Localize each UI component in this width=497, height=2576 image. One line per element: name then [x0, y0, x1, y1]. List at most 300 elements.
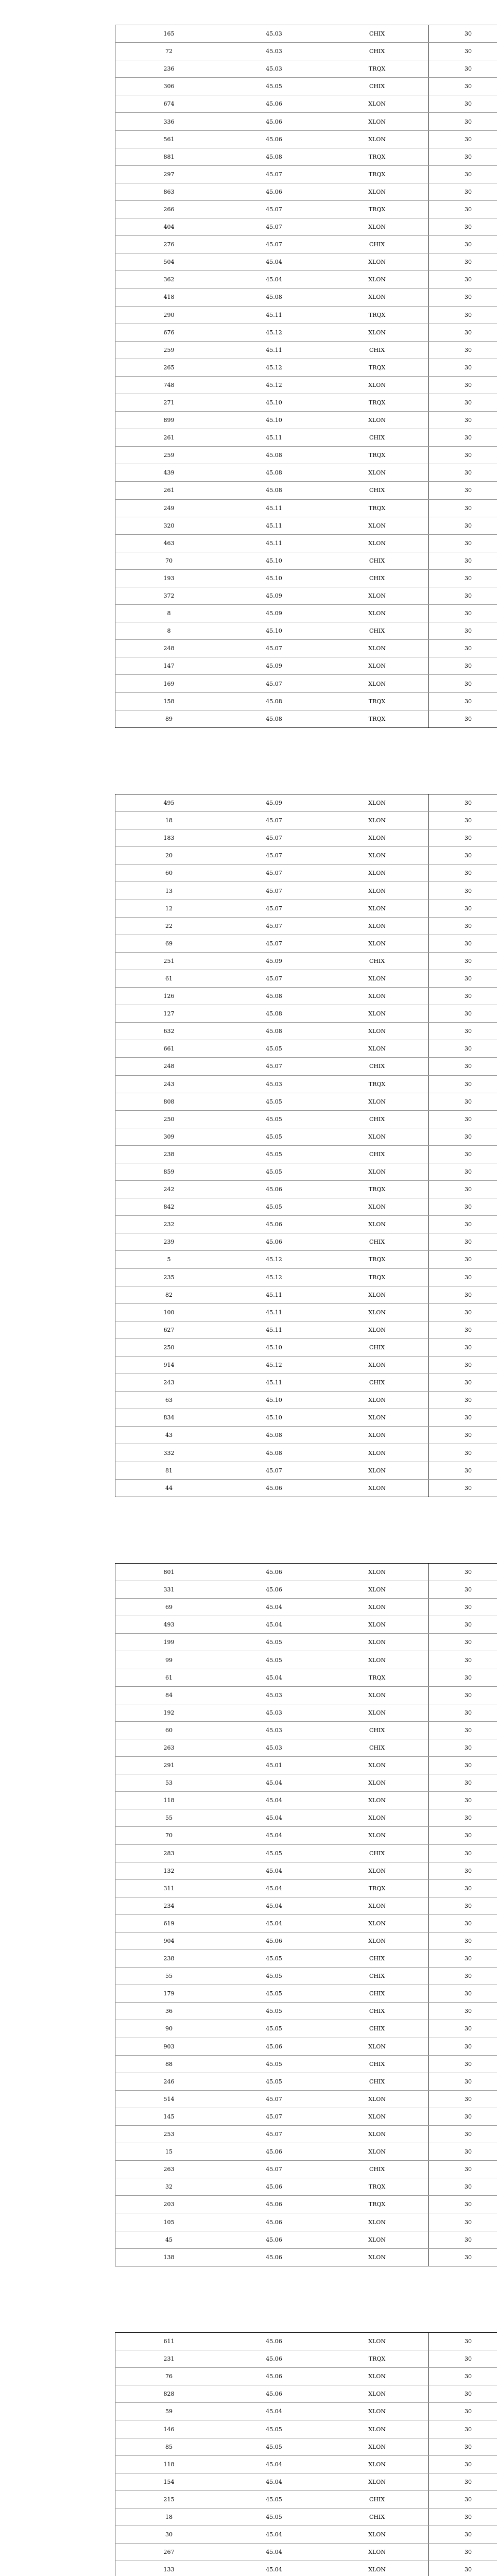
price-cell: 45.11 [222, 534, 325, 552]
extra-cell: 30 [429, 1251, 497, 1268]
extra-cell: 30 [429, 1739, 497, 1756]
extra-cell: 30 [429, 1268, 497, 1286]
extra-cell: 30 [429, 1392, 497, 1409]
table-row [115, 569, 497, 587]
quantity-cell: 199 [115, 1634, 223, 1651]
table-row [115, 1932, 497, 1950]
venue-cell: XLON [325, 605, 429, 622]
extra-cell: 30 [429, 1093, 497, 1110]
quantity-cell: 306 [115, 78, 223, 95]
price-cell: 45.09 [222, 657, 325, 675]
table-row [115, 1669, 497, 1686]
table-row [115, 865, 497, 882]
quantity-cell: 60 [115, 1721, 223, 1739]
price-cell: 45.07 [222, 970, 325, 987]
table-row [115, 499, 497, 517]
quantity-cell: 89 [115, 710, 223, 727]
price-cell: 45.05 [222, 1110, 325, 1128]
quantity-cell: 81 [115, 1462, 223, 1479]
table-row [115, 183, 497, 200]
venue-cell: XLON [325, 2248, 429, 2266]
venue-cell: TRQX [325, 148, 429, 165]
extra-cell: 30 [429, 657, 497, 675]
extra-cell: 30 [429, 1757, 497, 1774]
quantity-cell: 253 [115, 2126, 223, 2143]
quantity-cell: 239 [115, 1233, 223, 1251]
table-row [115, 1721, 497, 1739]
price-cell: 45.05 [222, 2438, 325, 2455]
venue-cell: CHIX [325, 25, 429, 43]
venue-cell: XLON [325, 1040, 429, 1058]
extra-cell: 30 [429, 1721, 497, 1739]
quantity-cell: 20 [115, 847, 223, 865]
venue-cell: XLON [325, 2108, 429, 2125]
quantity-cell: 899 [115, 412, 223, 429]
quantity-cell: 243 [115, 1374, 223, 1392]
table-row [115, 218, 497, 236]
quantity-cell: 69 [115, 935, 223, 952]
venue-cell: XLON [325, 1357, 429, 1374]
extra-cell: 30 [429, 1932, 497, 1950]
price-cell: 45.05 [222, 1985, 325, 2003]
price-cell: 45.05 [222, 2420, 325, 2438]
extra-cell: 30 [429, 569, 497, 587]
price-cell: 45.07 [222, 2126, 325, 2143]
quantity-cell: 297 [115, 165, 223, 183]
price-cell: 45.11 [222, 1303, 325, 1321]
extra-cell: 30 [429, 2178, 497, 2196]
venue-cell: CHIX [325, 429, 429, 447]
venue-cell: XLON [325, 1303, 429, 1321]
quantity-cell: 232 [115, 1216, 223, 1233]
table-block-4 [115, 2332, 497, 2576]
venue-cell: XLON [325, 517, 429, 534]
table-row [115, 1564, 497, 1581]
venue-cell: TRQX [325, 1251, 429, 1268]
extra-cell: 30 [429, 271, 497, 289]
venue-cell: CHIX [325, 569, 429, 587]
extra-cell: 30 [429, 165, 497, 183]
table-row [115, 2473, 497, 2490]
venue-cell: XLON [325, 1862, 429, 1879]
quantity-cell: 311 [115, 1879, 223, 1897]
quantity-cell: 309 [115, 1128, 223, 1145]
extra-cell: 30 [429, 1616, 497, 1634]
table-row [115, 829, 497, 847]
table-row [115, 1599, 497, 1616]
table-row [115, 1774, 497, 1792]
quantity-cell: 85 [115, 2438, 223, 2455]
price-cell: 45.12 [222, 376, 325, 394]
quantity-cell: 248 [115, 1058, 223, 1075]
table-row [115, 970, 497, 987]
extra-cell: 30 [429, 1058, 497, 1075]
quantity-cell: 55 [115, 1968, 223, 1985]
price-cell: 45.06 [222, 1932, 325, 1950]
price-cell: 45.04 [222, 253, 325, 271]
table-row [115, 1479, 497, 1497]
extra-cell: 30 [429, 2038, 497, 2055]
quantity-cell: 18 [115, 812, 223, 829]
quantity-cell: 290 [115, 306, 223, 324]
venue-cell: XLON [325, 2126, 429, 2143]
price-cell: 45.06 [222, 2196, 325, 2213]
price-cell: 45.06 [222, 1581, 325, 1599]
price-cell: 45.12 [222, 1268, 325, 1286]
extra-cell: 30 [429, 1181, 497, 1198]
extra-cell: 30 [429, 2544, 497, 2561]
quantity-cell: 36 [115, 2003, 223, 2020]
price-cell: 45.09 [222, 605, 325, 622]
quantity-cell: 15 [115, 2143, 223, 2161]
venue-cell: XLON [325, 1128, 429, 1145]
price-cell: 45.07 [222, 900, 325, 917]
venue-cell: XLON [325, 1651, 429, 1669]
price-cell: 45.06 [222, 183, 325, 200]
quantity-cell: 674 [115, 95, 223, 113]
price-cell: 45.07 [222, 829, 325, 847]
quantity-cell: 627 [115, 1321, 223, 1338]
price-cell: 45.06 [222, 2231, 325, 2248]
quantity-cell: 248 [115, 640, 223, 657]
price-cell: 45.03 [222, 1686, 325, 1704]
venue-cell: TRQX [325, 60, 429, 78]
price-cell: 45.04 [222, 1827, 325, 1844]
quantity-cell: 661 [115, 1040, 223, 1058]
venue-cell: XLON [325, 1093, 429, 1110]
venue-cell: XLON [325, 882, 429, 900]
price-cell: 45.07 [222, 200, 325, 218]
quantity-cell: 251 [115, 952, 223, 970]
venue-cell: CHIX [325, 236, 429, 253]
quantity-cell: 842 [115, 1198, 223, 1216]
price-cell: 45.06 [222, 2368, 325, 2385]
table-row [115, 882, 497, 900]
price-cell: 45.12 [222, 1251, 325, 1268]
price-cell: 45.09 [222, 952, 325, 970]
quantity-cell: 259 [115, 341, 223, 359]
extra-cell: 30 [429, 1950, 497, 1968]
venue-cell: TRQX [325, 1075, 429, 1093]
table-row [115, 2508, 497, 2526]
table-row [115, 1303, 497, 1321]
quantity-cell: 8 [115, 622, 223, 640]
quantity-cell: 261 [115, 429, 223, 447]
quantity-cell: 514 [115, 2090, 223, 2108]
extra-cell: 30 [429, 429, 497, 447]
extra-cell: 30 [429, 394, 497, 411]
extra-cell: 30 [429, 2350, 497, 2368]
table-row [115, 236, 497, 253]
venue-cell: XLON [325, 1321, 429, 1338]
table-row [115, 1392, 497, 1409]
extra-cell: 30 [429, 2196, 497, 2213]
extra-cell: 30 [429, 2508, 497, 2526]
price-cell: 45.06 [222, 2213, 325, 2231]
extra-cell: 30 [429, 2108, 497, 2125]
quantity-cell: 82 [115, 1286, 223, 1303]
quantity-cell: 203 [115, 2196, 223, 2213]
table-row [115, 1462, 497, 1479]
extra-cell: 30 [429, 2490, 497, 2508]
table-row [115, 306, 497, 324]
venue-cell: XLON [325, 1757, 429, 1774]
table-row [115, 622, 497, 640]
price-cell: 45.04 [222, 1897, 325, 1914]
table-row [115, 2003, 497, 2020]
extra-cell: 30 [429, 1879, 497, 1897]
table-row [115, 1827, 497, 1844]
price-cell: 45.07 [222, 812, 325, 829]
venue-cell: XLON [325, 534, 429, 552]
extra-cell: 30 [429, 2126, 497, 2143]
price-cell: 45.05 [222, 2490, 325, 2508]
price-cell: 45.06 [222, 2178, 325, 2196]
price-cell: 45.06 [222, 1479, 325, 1497]
extra-cell: 30 [429, 988, 497, 1005]
venue-cell: TRQX [325, 306, 429, 324]
table-row [115, 2090, 497, 2108]
extra-cell: 30 [429, 935, 497, 952]
quantity-cell: 246 [115, 2073, 223, 2090]
quantity-cell: 250 [115, 1110, 223, 1128]
extra-cell: 30 [429, 1216, 497, 1233]
venue-cell: XLON [325, 1444, 429, 1462]
price-cell: 45.08 [222, 1005, 325, 1023]
quantity-cell: 336 [115, 113, 223, 130]
venue-cell: CHIX [325, 2508, 429, 2526]
venue-cell: XLON [325, 2420, 429, 2438]
venue-cell: XLON [325, 2561, 429, 2576]
extra-cell: 30 [429, 1303, 497, 1321]
venue-cell: XLON [325, 218, 429, 236]
venue-cell: CHIX [325, 482, 429, 499]
extra-cell: 30 [429, 60, 497, 78]
venue-cell: XLON [325, 1704, 429, 1721]
table-row [115, 2038, 497, 2055]
quantity-cell: 904 [115, 1932, 223, 1950]
extra-cell: 30 [429, 640, 497, 657]
extra-cell: 30 [429, 2213, 497, 2231]
venue-cell: CHIX [325, 2490, 429, 2508]
extra-cell: 30 [429, 183, 497, 200]
quantity-cell: 249 [115, 499, 223, 517]
venue-cell: CHIX [325, 952, 429, 970]
table-block-3 [115, 1563, 497, 2266]
table-row [115, 2143, 497, 2161]
price-cell: 45.06 [222, 95, 325, 113]
venue-cell: TRQX [325, 394, 429, 411]
trades-table-1 [115, 25, 497, 728]
extra-cell: 30 [429, 253, 497, 271]
venue-cell: XLON [325, 2455, 429, 2473]
table-row [115, 1110, 497, 1128]
table-row [115, 2544, 497, 2561]
table-row [115, 447, 497, 464]
price-cell: 45.10 [222, 622, 325, 640]
price-cell: 45.07 [222, 882, 325, 900]
price-cell: 45.04 [222, 2526, 325, 2544]
table-row [115, 2385, 497, 2403]
extra-cell: 30 [429, 2073, 497, 2090]
extra-cell: 30 [429, 1809, 497, 1827]
price-cell: 45.06 [222, 2248, 325, 2266]
table-row [115, 78, 497, 95]
venue-cell: TRQX [325, 359, 429, 376]
quantity-cell: 132 [115, 1862, 223, 1879]
quantity-cell: 748 [115, 376, 223, 394]
venue-cell: XLON [325, 675, 429, 692]
price-cell: 45.01 [222, 1757, 325, 1774]
table-row [115, 429, 497, 447]
quantity-cell: 45 [115, 2231, 223, 2248]
table-row [115, 1338, 497, 1356]
extra-cell: 30 [429, 1479, 497, 1497]
table-row [115, 692, 497, 710]
venue-cell: CHIX [325, 1844, 429, 1862]
table-row [115, 2368, 497, 2385]
price-cell: 45.07 [222, 2108, 325, 2125]
table-row [115, 2561, 497, 2576]
table-row [115, 1950, 497, 1968]
price-cell: 45.05 [222, 2003, 325, 2020]
extra-cell: 30 [429, 95, 497, 113]
extra-cell: 30 [429, 2368, 497, 2385]
quantity-cell: 231 [115, 2350, 223, 2368]
extra-cell: 30 [429, 1005, 497, 1023]
table-row [115, 988, 497, 1005]
price-cell: 45.04 [222, 2544, 325, 2561]
venue-cell: XLON [325, 657, 429, 675]
price-cell: 45.03 [222, 1075, 325, 1093]
table-row [115, 605, 497, 622]
quantity-cell: 263 [115, 2161, 223, 2178]
extra-cell: 30 [429, 2526, 497, 2544]
quantity-cell: 90 [115, 2020, 223, 2038]
quantity-cell: 84 [115, 1686, 223, 1704]
table-row [115, 1704, 497, 1721]
venue-cell: CHIX [325, 1338, 429, 1356]
price-cell: 45.11 [222, 1321, 325, 1338]
extra-cell: 30 [429, 1409, 497, 1427]
price-cell: 45.03 [222, 43, 325, 60]
price-cell: 45.05 [222, 2055, 325, 2073]
extra-cell: 30 [429, 236, 497, 253]
price-cell: 45.08 [222, 988, 325, 1005]
table-row [115, 1093, 497, 1110]
quantity-cell: 463 [115, 534, 223, 552]
price-cell: 45.07 [222, 2090, 325, 2108]
venue-cell: TRQX [325, 692, 429, 710]
price-cell: 45.12 [222, 1357, 325, 1374]
price-cell: 45.07 [222, 236, 325, 253]
extra-cell: 30 [429, 675, 497, 692]
table-row [115, 1686, 497, 1704]
extra-cell: 30 [429, 78, 497, 95]
price-cell: 45.07 [222, 847, 325, 865]
table-row [115, 1968, 497, 1985]
table-row [115, 2108, 497, 2125]
price-cell: 45.08 [222, 464, 325, 482]
venue-cell: XLON [325, 1809, 429, 1827]
extra-cell: 30 [429, 692, 497, 710]
venue-cell: XLON [325, 587, 429, 605]
price-cell: 45.08 [222, 692, 325, 710]
table-row [115, 1914, 497, 1932]
venue-cell: TRQX [325, 447, 429, 464]
venue-cell: CHIX [325, 341, 429, 359]
table-row [115, 1844, 497, 1862]
quantity-cell: 72 [115, 43, 223, 60]
price-cell: 45.03 [222, 60, 325, 78]
table-row [115, 1163, 497, 1180]
quantity-cell: 22 [115, 917, 223, 935]
extra-cell: 30 [429, 865, 497, 882]
table-row [115, 2073, 497, 2090]
price-cell: 45.10 [222, 569, 325, 587]
price-cell: 45.08 [222, 447, 325, 464]
price-cell: 45.07 [222, 675, 325, 692]
price-cell: 45.05 [222, 78, 325, 95]
table-row [115, 60, 497, 78]
quantity-cell: 118 [115, 1792, 223, 1809]
venue-cell: XLON [325, 1634, 429, 1651]
extra-cell: 30 [429, 1145, 497, 1163]
table-row [115, 1739, 497, 1756]
price-cell: 45.09 [222, 794, 325, 812]
quantity-cell: 32 [115, 2178, 223, 2196]
quantity-cell: 439 [115, 464, 223, 482]
extra-cell: 30 [429, 847, 497, 865]
venue-cell: XLON [325, 970, 429, 987]
price-cell: 45.05 [222, 1128, 325, 1145]
price-cell: 45.06 [222, 1233, 325, 1251]
venue-cell: CHIX [325, 2055, 429, 2073]
price-cell: 45.08 [222, 1444, 325, 1462]
venue-cell: XLON [325, 1774, 429, 1792]
extra-cell: 30 [429, 829, 497, 847]
table-row [115, 1444, 497, 1462]
table-row [115, 130, 497, 148]
price-cell: 45.04 [222, 1599, 325, 1616]
venue-cell: XLON [325, 253, 429, 271]
quantity-cell: 76 [115, 2368, 223, 2385]
table-row [115, 394, 497, 411]
venue-cell: TRQX [325, 165, 429, 183]
venue-cell: XLON [325, 794, 429, 812]
price-cell: 45.07 [222, 640, 325, 657]
venue-cell: XLON [325, 289, 429, 306]
venue-cell: XLON [325, 1792, 429, 1809]
extra-cell: 30 [429, 1581, 497, 1599]
table-row [115, 1792, 497, 1809]
extra-cell: 30 [429, 218, 497, 236]
extra-cell: 30 [429, 605, 497, 622]
extra-cell: 30 [429, 1686, 497, 1704]
price-cell: 45.04 [222, 1669, 325, 1686]
table-row [115, 1233, 497, 1251]
extra-cell: 30 [429, 1321, 497, 1338]
quantity-cell: 70 [115, 552, 223, 569]
price-cell: 45.04 [222, 2561, 325, 2576]
venue-cell: XLON [325, 412, 429, 429]
price-cell: 45.06 [222, 2350, 325, 2368]
venue-cell: TRQX [325, 1268, 429, 1286]
venue-cell: XLON [325, 2090, 429, 2108]
trades-table-4 [115, 2332, 497, 2576]
table-row [115, 1286, 497, 1303]
table-row [115, 1616, 497, 1634]
